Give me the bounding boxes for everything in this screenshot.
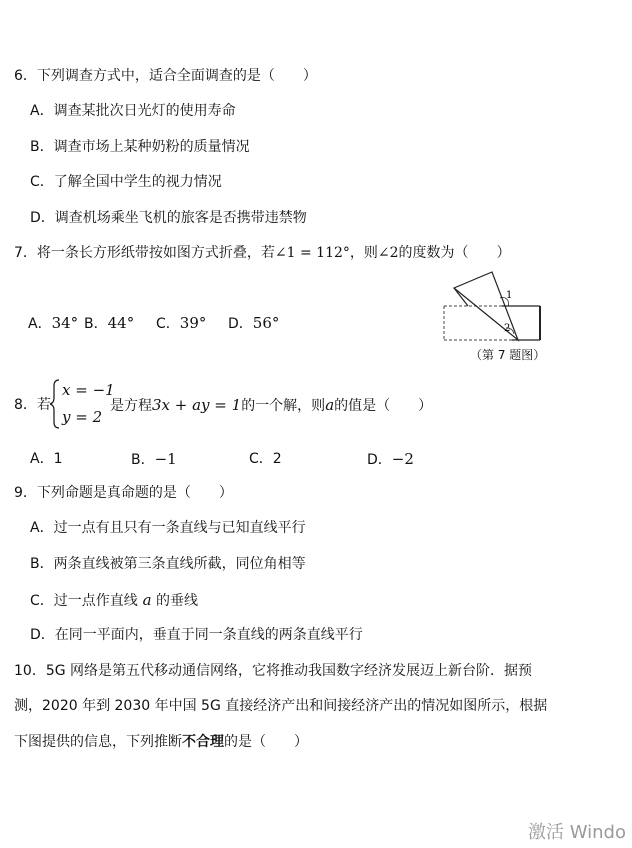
q8-option-c-value: 2 (272, 451, 282, 467)
q7-stem-text-a: 7．将一条长方形纸带按如图方式折叠，若 (14, 245, 275, 261)
q8-option-d-letter: D． (367, 452, 392, 468)
q8-option-a (30, 449, 63, 469)
q10-line-2: 测，2020 年到 2030 年中国 5G 直接经济产出和间接经济产出的情况如图所示，根据 (14, 698, 548, 714)
figure-label-1: 1 (506, 290, 513, 301)
q7-option-d-letter: D． (228, 316, 253, 332)
q9-option-a: A．过一点有且只有一条直线与已知直线平行 (30, 520, 306, 536)
q10-line-1: 10．5G 网络是第五代移动通信网络，它将推动我国数字经济发展迈上新台阶．据预 (14, 663, 533, 679)
q7-option-a-letter: A． (28, 316, 52, 332)
q7-angle2: ∠2 (377, 245, 399, 261)
q8-option-a-letter: A． (30, 451, 54, 467)
q9-option-c-text-b: 的垂线 (155, 593, 198, 609)
q6-stem: 6．下列调查方式中，适合全面调查的是（ ） (14, 68, 317, 84)
windows-activation-watermark: 激活 Windo (528, 822, 626, 843)
q7-option-c (156, 313, 206, 334)
q8-option-b-value: −1 (154, 450, 177, 468)
q8-option-d (367, 449, 414, 470)
q7-option-b-value: 44° (107, 314, 135, 332)
q7-option-b-letter: B． (84, 316, 108, 332)
q6-option-d: D．调查机场乘坐飞机的旅客是否携带违禁物 (30, 210, 307, 226)
q7-option-c-value: 39° (179, 314, 207, 332)
q7-option-b (84, 313, 134, 334)
q10-line-3 (14, 732, 308, 752)
q8-option-c (249, 449, 282, 469)
q7-stem-text-b: ，则 (349, 245, 378, 261)
q8-option-a-value: 1 (53, 451, 63, 467)
q9-option-c (30, 590, 198, 611)
q7-stem (14, 243, 511, 263)
q6-option-a: A．调查某批次日光灯的使用寿命 (30, 103, 236, 119)
q7-folding-figure (440, 268, 550, 348)
q8-brace (50, 378, 60, 430)
q7-option-a (28, 313, 78, 334)
q10-bold-keyword: 不合理 (182, 734, 224, 750)
q8-option-c-letter: C． (249, 451, 273, 467)
q7-option-d (228, 313, 279, 334)
q7-option-c-letter: C． (156, 316, 180, 332)
q8-number: 8．若 (14, 397, 51, 413)
q9-option-d: D．在同一平面内，垂直于同一条直线的两条直线平行 (30, 627, 363, 643)
figure-label-2: 2 (504, 323, 511, 334)
q6-option-b: B．调查市场上某种奶粉的质量情况 (30, 139, 250, 155)
q8-var: a (325, 396, 335, 414)
q8-stem (110, 395, 432, 416)
q8-eq1: x = −1 (62, 381, 115, 399)
q9-option-c-var: a (142, 591, 152, 609)
q8-option-b-letter: B． (131, 452, 155, 468)
q7-option-d-value: 56° (252, 314, 280, 332)
q8-tail-b: 的值是（ ） (334, 398, 433, 414)
q7-stem-text-c: 的度数为（ ） (398, 245, 511, 261)
q9-option-c-text-a: C．过一点作直线 (30, 593, 138, 609)
q9-option-b: B．两条直线被第三条直线所截，同位角相等 (30, 556, 306, 572)
q6-option-c: C．了解全国中学生的视力情况 (30, 174, 222, 190)
q8-tail-a: 的一个解，则 (241, 398, 326, 414)
q10-line-3-text-b: 的是（ ） (224, 734, 308, 750)
q8-option-b (131, 449, 177, 470)
q8-mid-text: 是方程 (110, 398, 152, 414)
q8-equation: 3x + ay = 1 (152, 396, 242, 414)
q7-figure-caption: （第 7 题图） (470, 348, 546, 362)
q8-option-d-value: −2 (391, 450, 414, 468)
q9-stem: 9．下列命题是真命题的是（ ） (14, 485, 233, 501)
q7-angle1: ∠1 = 112° (274, 245, 350, 261)
q10-line-3-text-a: 下图提供的信息，下列推断 (14, 734, 182, 750)
q7-option-a-value: 34° (51, 314, 79, 332)
q8-eq2: y = 2 (62, 408, 103, 426)
